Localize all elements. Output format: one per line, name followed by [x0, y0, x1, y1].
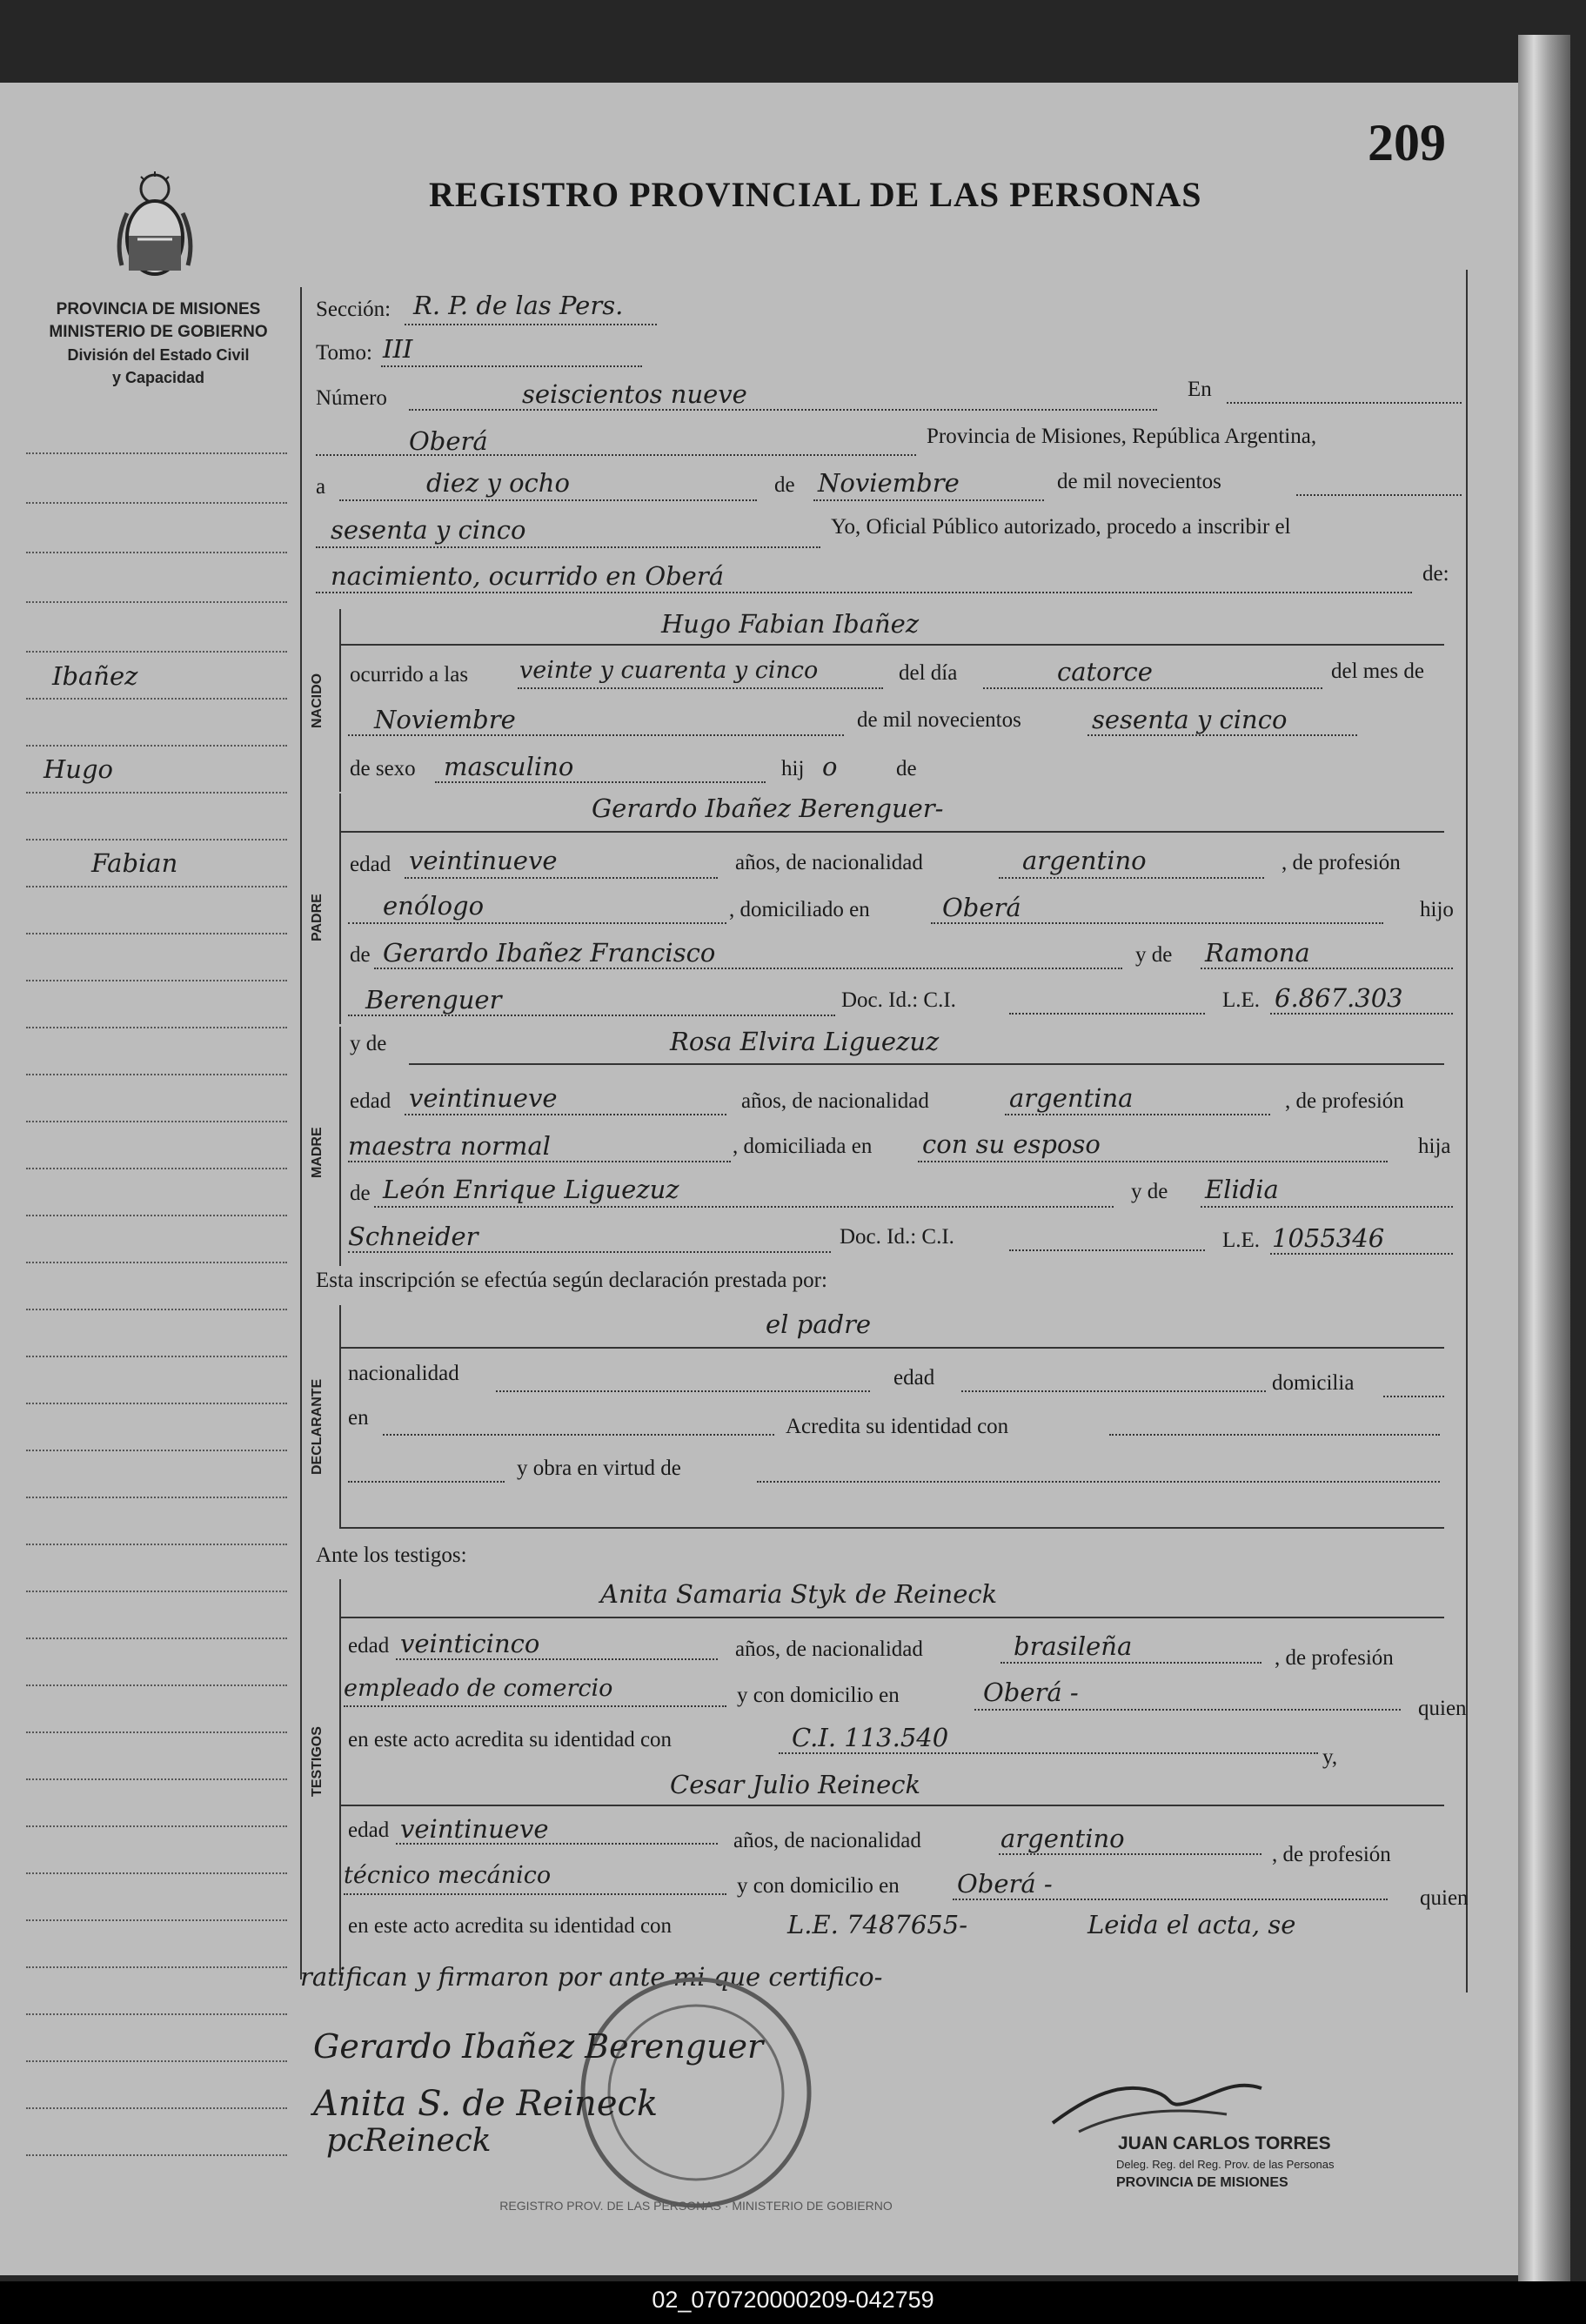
t1-y-label: y,: [1322, 1745, 1338, 1769]
padre-profesion-label: , de profesión: [1282, 851, 1401, 874]
nacido-section-label: NACIDO: [310, 673, 325, 728]
nacido-mes: Noviembre: [374, 705, 516, 734]
date-month: Noviembre: [818, 468, 960, 498]
madre-domicilio: con su esposo: [922, 1129, 1101, 1159]
t1-domicilio-label: y con domicilio en: [737, 1684, 900, 1707]
nacido-anio: sesenta y cinco: [1092, 705, 1288, 734]
padre-edad-label: edad: [350, 853, 391, 876]
t2-domicilio-label: y con domicilio en: [737, 1874, 900, 1898]
a-label: a: [316, 475, 326, 499]
padre-le-value: 6.867.303: [1275, 983, 1403, 1013]
main-right-border: [1466, 270, 1468, 1992]
t2-quien-label: quien: [1420, 1886, 1469, 1910]
madre-y-de2-label: y de: [1131, 1180, 1168, 1203]
declarante-en-label: en: [348, 1406, 369, 1430]
testigo-2-profesion: técnico mecánico: [344, 1862, 552, 1889]
madre-domicilio-label: , domiciliada en: [733, 1135, 873, 1158]
declarante-obra-label: y obra en virtud de: [517, 1457, 681, 1480]
padre-le-label: L.E.: [1222, 988, 1261, 1012]
closing-line-1: Leida el acta, se: [1087, 1910, 1296, 1939]
padre-section-label: PADRE: [310, 894, 325, 942]
padre-doc-label: Doc. Id.: C.I.: [841, 988, 956, 1012]
nacido-de-label: de: [896, 757, 917, 780]
main-left-border: [300, 287, 302, 1979]
officer-name: JUAN CARLOS TORRES: [1118, 2133, 1331, 2153]
madre-madre-de-2: Schneider: [348, 1222, 478, 1251]
padre-y-de-label: y de: [1135, 943, 1173, 967]
nacido-dia: catorce: [1057, 657, 1153, 686]
side-ministry: MINISTERIO DE GOBIERNO: [49, 323, 268, 341]
t1-edad-label: edad: [348, 1634, 390, 1658]
tomo-value: III: [383, 334, 413, 364]
padre-de-label: de: [350, 943, 371, 967]
padre-edad: veintinueve: [409, 846, 558, 875]
ocurrido-label: ocurrido a las: [350, 663, 469, 686]
madre-madre-de-1: Elidia: [1205, 1175, 1279, 1204]
side-capacity: y Capacidad: [111, 369, 205, 386]
page-number: 209: [1368, 114, 1446, 171]
numero-label: Número: [316, 386, 387, 410]
t2-anos-label: años, de nacionalidad: [733, 1829, 921, 1852]
testigo-1-nacionalidad: brasileña: [1014, 1631, 1133, 1661]
madre-profesion: maestra normal: [348, 1131, 551, 1161]
del-dia-label: del día: [899, 661, 958, 685]
declarante-section-label: DECLARANTE: [310, 1378, 325, 1476]
madre-de-label: de: [350, 1182, 371, 1205]
side-division: División del Estado Civil: [67, 346, 250, 364]
testigo-1-documento: C.I. 113.540: [792, 1723, 949, 1752]
side-province: PROVINCIA DE MISIONES: [56, 300, 261, 318]
madre-profesion-label: , de profesión: [1285, 1089, 1404, 1113]
testigo-2-domicilio: Oberá -: [957, 1869, 1053, 1899]
t1-quien-label: quien: [1418, 1697, 1467, 1720]
year-text: de mil novecientos: [1057, 470, 1221, 493]
madre-section-label: MADRE: [310, 1127, 325, 1179]
testigos-section-label: TESTIGOS: [310, 1726, 325, 1798]
en-label: En: [1188, 378, 1212, 401]
numero-value: seiscientos nueve: [522, 379, 747, 409]
t1-acredita-label: en este acto acredita su identidad con: [348, 1728, 673, 1751]
testigo-2-documento: L.E. 7487655-: [787, 1910, 968, 1939]
provincia-text: Provincia de Misiones, República Argentina,: [927, 425, 1317, 448]
testigo-2-name: Cesar Julio Reineck: [670, 1770, 921, 1799]
signature-2: Anita S. de Reineck: [313, 2084, 659, 2124]
testigo-2-nacionalidad: argentino: [1000, 1824, 1125, 1853]
padre-madre-de-1: Ramona: [1205, 938, 1310, 968]
officer-signature-icon: [1044, 2062, 1270, 2140]
madre-y-de-label: y de: [350, 1032, 387, 1055]
margin-surname: Ibañez: [52, 661, 138, 691]
book-spine: [1518, 35, 1570, 2288]
hijo-label: hijo: [1420, 898, 1454, 921]
padre-full-name: Gerardo Ibañez Berenguer-: [592, 794, 944, 823]
hij-label: hij: [781, 757, 805, 780]
padre-anos-label: años, de nacionalidad: [735, 851, 923, 874]
padre-domicilio: Oberá: [942, 893, 1021, 922]
nacido-full-name: Hugo Fabian Ibañez: [661, 609, 920, 639]
document-page: [0, 83, 1518, 2275]
file-id: 02_070720000209-042759: [652, 2287, 934, 2313]
madre-anos-label: años, de nacionalidad: [741, 1089, 929, 1113]
year-label: de mil novecientos: [857, 708, 1021, 732]
declarante-value: el padre: [766, 1309, 872, 1339]
madre-full-name: Rosa Elvira Liguezuz: [670, 1027, 940, 1056]
seal-text: REGISTRO PROV. DE LAS PERSONAS · MINISTERIO DE GOBIERNO: [499, 2199, 893, 2213]
declarante-nacionalidad-label: nacionalidad: [348, 1362, 459, 1385]
t2-profesion-label: , de profesión: [1272, 1843, 1391, 1866]
officer-role: Deleg. Reg. del Reg. Prov. de las Personas: [1116, 2158, 1335, 2171]
coat-of-arms-icon: [111, 170, 198, 287]
t2-edad-label: edad: [348, 1818, 390, 1842]
nacido-sexo: masculino: [444, 752, 574, 781]
testigo-1-edad: veinticinco: [400, 1629, 540, 1658]
margin-name-2: Fabian: [91, 848, 178, 878]
madre-le-value: 1055346: [1272, 1223, 1385, 1253]
de-label-1: de: [774, 473, 795, 497]
t2-acredita-label: en este acto acredita su identidad con: [348, 1914, 673, 1938]
closing-line-2: ratifican y firmaron por ante mi que certifico-: [300, 1962, 883, 1992]
document-title: REGISTRO PROVINCIAL DE LAS PERSONAS: [429, 175, 1202, 214]
seccion-value: R. P. de las Pers.: [413, 291, 624, 320]
del-mes-label: del mes de: [1331, 660, 1424, 683]
tomo-label: Tomo:: [316, 341, 372, 365]
declaracion-text: Esta inscripción se efectúa según declaración prestada por:: [316, 1269, 827, 1292]
de-colon: de:: [1422, 562, 1449, 586]
madre-padre-de: León Enrique Liguezuz: [383, 1175, 679, 1204]
madre-edad: veintinueve: [409, 1083, 558, 1113]
madre-nacionalidad: argentina: [1009, 1083, 1134, 1113]
padre-madre-de-2: Berenguer: [365, 985, 502, 1015]
oficial-text: Yo, Oficial Público autorizado, procedo a inscribir el: [831, 515, 1291, 539]
padre-domicilio-label: , domiciliado en: [729, 898, 870, 921]
padre-padre-de: Gerardo Ibañez Francisco: [383, 938, 716, 968]
place-value: Oberá: [409, 426, 488, 456]
t1-profesion-label: , de profesión: [1275, 1646, 1394, 1670]
sexo-label: de sexo: [350, 757, 416, 780]
declarante-acredita-label: Acredita su identidad con: [786, 1415, 1009, 1438]
seccion-label: Sección:: [316, 298, 391, 321]
hija-label: hija: [1418, 1135, 1451, 1158]
testigo-1-domicilio: Oberá -: [983, 1678, 1079, 1707]
madre-le-label: L.E.: [1222, 1229, 1261, 1252]
t1-anos-label: años, de nacionalidad: [735, 1638, 923, 1661]
testigo-2-edad: veintinueve: [400, 1814, 549, 1844]
padre-profesion: enólogo: [383, 891, 485, 921]
testigo-1-name: Anita Samaria Styk de Reineck: [600, 1579, 998, 1609]
nacido-hora: veinte y cuarenta y cinco: [519, 657, 819, 684]
signature-1: Gerardo Ibañez Berenguer: [313, 2027, 764, 2066]
hij-suffix: o: [822, 752, 838, 781]
padre-nacionalidad: argentino: [1022, 846, 1147, 875]
testigos-text: Ante los testigos:: [316, 1544, 467, 1567]
signature-3: pcReineck: [326, 2123, 492, 2159]
date-day: diez y ocho: [426, 468, 570, 498]
officer-province: PROVINCIA DE MISIONES: [1116, 2175, 1288, 2190]
madre-edad-label: edad: [350, 1089, 391, 1113]
declarante-domicilia-label: domicilia: [1272, 1371, 1355, 1395]
margin-name-1: Hugo: [43, 754, 113, 784]
act-type: nacimiento, ocurrido en Oberá: [331, 561, 724, 591]
declarante-edad-label: edad: [893, 1366, 935, 1390]
testigo-1-profesion: empleado de comercio: [344, 1675, 613, 1702]
date-year: sesenta y cinco: [331, 515, 526, 545]
madre-doc-label: Doc. Id.: C.I.: [840, 1225, 954, 1249]
